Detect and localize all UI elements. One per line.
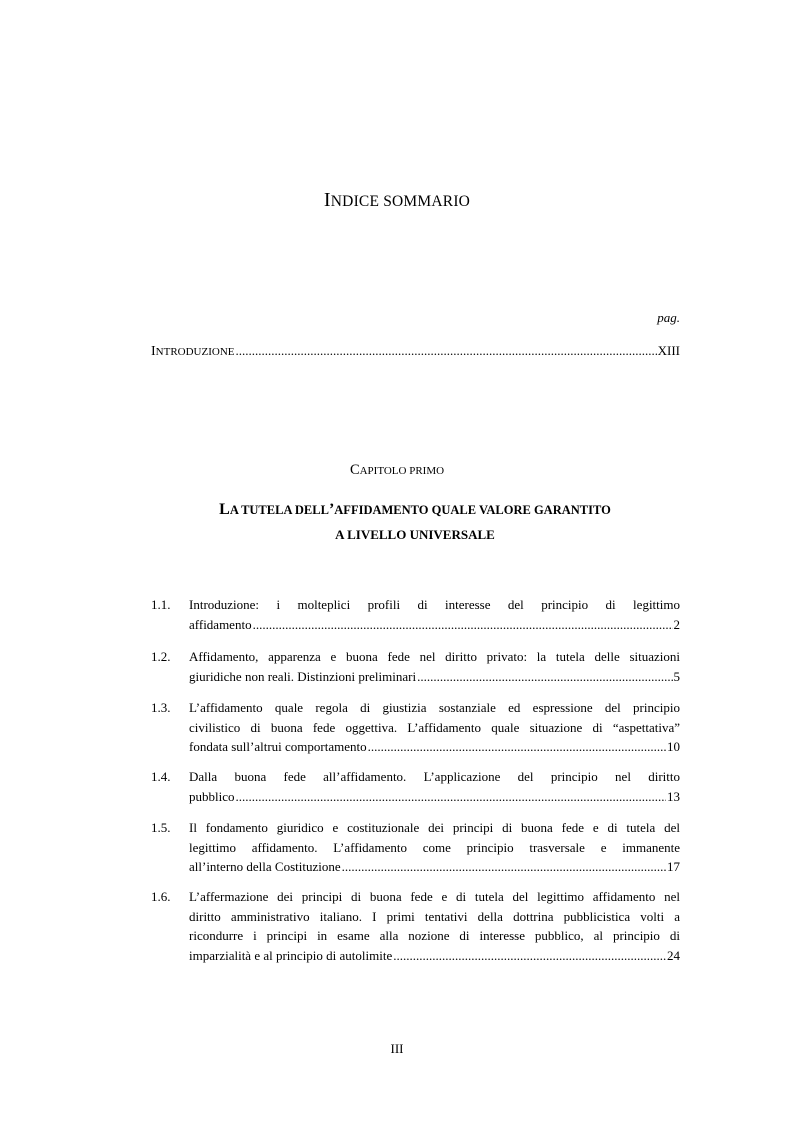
toc-entry[interactable]	[151, 698, 680, 757]
entry-text-line: diritto amministrativo italiano. I primi tentativi della dottrina pubblicistica volti a	[189, 908, 680, 924]
entry-text-line: Introduzione: i molteplici profili di interesse del principio di legittimo	[189, 597, 680, 612]
chapter-label: CAPITOLO PRIMO	[349, 462, 445, 478]
dot-leader	[342, 857, 666, 877]
chapter-title-line1: LA TUTELA DELL’AFFIDAMENTO QUALE VALORE GARANTITO	[219, 501, 611, 518]
title-rest: NDICE SOMMARIO	[330, 193, 471, 210]
dot-leader	[368, 737, 666, 757]
entry-last-line: affidamento	[189, 616, 252, 632]
toc-entry[interactable]	[151, 887, 680, 965]
toc-entry[interactable]	[151, 818, 680, 877]
entry-number: 1.2.	[151, 649, 171, 664]
entry-number: 1.6.	[151, 889, 171, 904]
entry-last-line: all’interno della Costituzione	[189, 859, 341, 874]
entry-last-line: imparzialità e al principio di autolimite	[189, 947, 393, 963]
entry-text-line: ricondurre i principi in esame alla nozione di interesse pubblico, al principio di	[189, 928, 680, 943]
page-number: III	[390, 1041, 404, 1056]
toc-entry[interactable]	[151, 647, 680, 686]
introduction-page: XIII	[657, 343, 680, 358]
title-initial: I	[323, 189, 331, 211]
page-title	[0, 189, 794, 212]
entry-text-line: legittimo affidamento. L’affidamento come principio trasversale e immanente	[189, 839, 680, 855]
entry-page: 17	[667, 859, 680, 874]
entry-number: 1.3.	[151, 700, 171, 715]
dot-leader	[417, 667, 672, 687]
entry-last-line: giuridiche non reali. Distinzioni preliminari	[189, 668, 417, 684]
entry-number: 1.1.	[151, 597, 171, 612]
entry-page: 10	[667, 739, 680, 754]
entry-page: 24	[667, 947, 680, 963]
dot-leader	[236, 787, 667, 807]
entry-page: 13	[667, 788, 680, 804]
toc-entry[interactable]	[151, 595, 680, 634]
toc-introduction[interactable]	[151, 343, 680, 360]
toc-entry[interactable]	[151, 767, 680, 806]
entry-number: 1.5.	[151, 820, 171, 835]
entry-text-line: civilistico di buona fede oggettiva. L’affidamento quale situazione di “aspettativa”	[189, 719, 680, 735]
entry-page: 2	[673, 616, 680, 632]
entry-text-line: Affidamento, apparenza e buona fede nel diritto privato: la tutela delle situazioni	[189, 649, 680, 664]
entry-page: 5	[673, 668, 680, 684]
entry-text-line: L’affermazione dei principi di buona fede e di tutela del legittimo affidamento nel	[189, 889, 680, 904]
entry-text-line: L’affidamento quale regola di giustizia sostanziale ed espressione del principio	[189, 700, 680, 715]
chapter-title-line2: A LIVELLO UNIVERSALE	[335, 527, 495, 542]
dot-leader	[236, 343, 657, 359]
pag-label: pag.	[657, 310, 680, 325]
entry-text-line: Il fondamento giuridico e costituzionale dei principi di buona fede e di tutela del	[189, 820, 680, 835]
entry-text-line: Dalla buona fede all’affidamento. L’applicazione del principio nel diritto	[189, 769, 680, 784]
entry-last-line: fondata sull’altrui comportamento	[189, 739, 367, 754]
dot-leader	[393, 946, 666, 966]
entry-last-line: pubblico	[189, 788, 235, 804]
entry-number: 1.4.	[151, 769, 171, 784]
introduction-label: INTRODUZIONE	[151, 344, 235, 359]
dot-leader	[253, 615, 673, 635]
